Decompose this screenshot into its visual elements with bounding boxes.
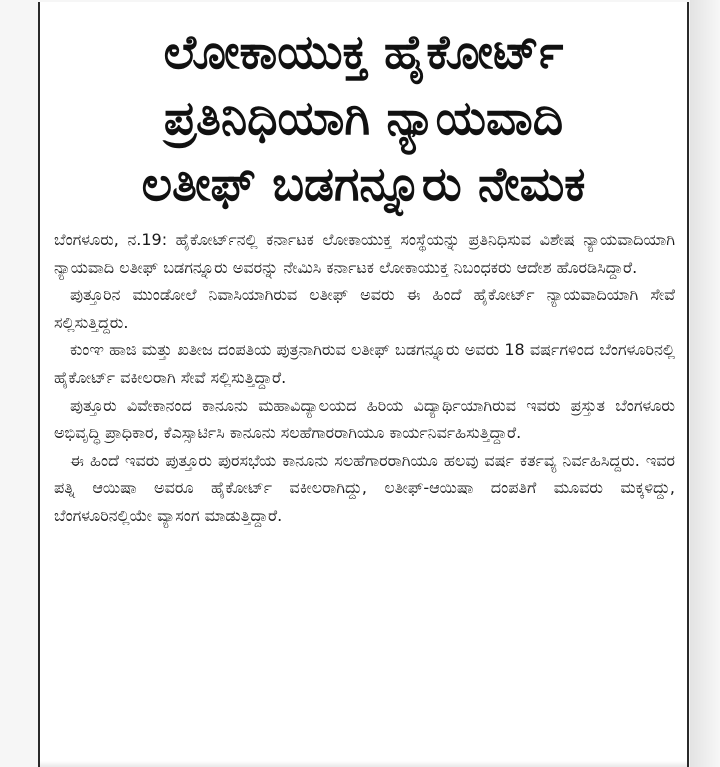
headline-line-2: ಪ್ರತಿನಿಧಿಯಾಗಿ ನ್ಯಾಯವಾದಿ	[163, 91, 564, 146]
paragraph-dateline: ಬೆಂಗಳೂರು, ನ.19: ಹೈಕೋರ್ಟ್‌ನಲ್ಲಿ ಕರ್ನಾಟಕ ಲೋಕಾಯುಕ್ತ ಸಂಸ್ಥೆಯನ್ನು ಪ್ರತಿನಿಧಿಸುವ ವಿಶೇಷ ನ್ಯಾಯವಾದಿಯಾಗಿ ನ್ಯಾಯವಾದಿ ಲತೀಫ್ ಬಡಗನ್ನೂರು ಅವರನ್ನು ನೇಮಿಸಿ ಕರ್ನಾಟಕ ಲೋಕಾಯುಕ್ತ ನಿಬಂಧಕರು ಆದೇಶ ಹೊರಡಿಸಿದ್ದಾರೆ.	[54, 230, 675, 277]
article-body	[54, 226, 675, 530]
bottom-fade	[40, 761, 687, 767]
paragraph-family: ಕುಂಞ ಹಾಜಿ ಮತ್ತು ಖತೀಜ ದಂಪತಿಯ ಪುತ್ರನಾಗಿರುವ ಲತೀಫ್ ಬಡಗನ್ನೂರು ಅವರು 18 ವರ್ಷಗಳಿಂದ ಬೆಂಗಳೂರಿನಲ್ಲಿ ಹೈಕೋರ್ಟ್ ವಕೀಲರಾಗಿ ಸೇವೆ ಸಲ್ಲಿಸುತ್ತಿದ್ದಾರೆ.	[54, 340, 675, 387]
page-edge-shadow	[690, 0, 720, 767]
paragraph-background: ಪುತ್ತೂರಿನ ಮುಂಡೋಲೆ ನಿವಾಸಿಯಾಗಿರುವ ಲತೀಫ್ ಅವರು ಈ ಹಿಂದೆ ಹೈಕೋರ್ಟ್ ನ್ಯಾಯವಾದಿಯಾಗಿ ಸೇವೆ ಸಲ್ಲಿಸುತ್ತಿದ್ದರು.	[54, 285, 675, 332]
newspaper-clipping	[38, 2, 689, 767]
headline	[40, 20, 687, 218]
headline-line-3: ಲತೀಫ್ ಬಡಗನ್ನೂರು ನೇಮಕ	[141, 157, 586, 212]
paragraph-education: ಪುತ್ತೂರು ವಿವೇಕಾನಂದ ಕಾನೂನು ಮಹಾವಿದ್ಯಾಲಯದ ಹಿರಿಯ ವಿದ್ಯಾರ್ಥಿಯಾಗಿರುವ ಇವರು ಪ್ರಸ್ತುತ ಬೆಂಗಳೂರು ಅಭಿವೃದ್ಧಿ ಪ್ರಾಧಿಕಾರ, ಕೆಎಸ್ಸಾರ್ಟಿಸಿ ಕಾನೂನು ಸಲಹೆಗಾರರಾಗಿಯೂ ಕಾರ್ಯನಿರ್ವಹಿಸುತ್ತಿದ್ದಾರೆ.	[54, 395, 675, 443]
headline-line-1: ಲೋಕಾಯುಕ್ತ ಹೈಕೋರ್ಟ್	[163, 25, 564, 80]
paragraph-past-role: ಈ ಹಿಂದೆ ಇವರು ಪುತ್ತೂರು ಪುರಸಭೆಯ ಕಾನೂನು ಸಲಹೆಗಾರರಾಗಿಯೂ ಹಲವು ವರ್ಷ ಕರ್ತವ್ಯ ನಿರ್ವಹಿಸಿದ್ದರು. ಇವರ ಪತ್ನಿ ಆಯಿಷಾ ಅವರೂ ಹೈಕೋರ್ಟ್ ವಕೀಲರಾಗಿದ್ದು, ಲತೀಫ್-ಆಯಿಷಾ ದಂಪತಿಗೆ ಮೂವರು ಮಕ್ಕಳಿದ್ದು, ಬೆಂಗಳೂರಿನಲ್ಲಿಯೇ ವ್ಯಾಸಂಗ ಮಾಡುತ್ತಿದ್ದಾರೆ.	[54, 450, 675, 525]
